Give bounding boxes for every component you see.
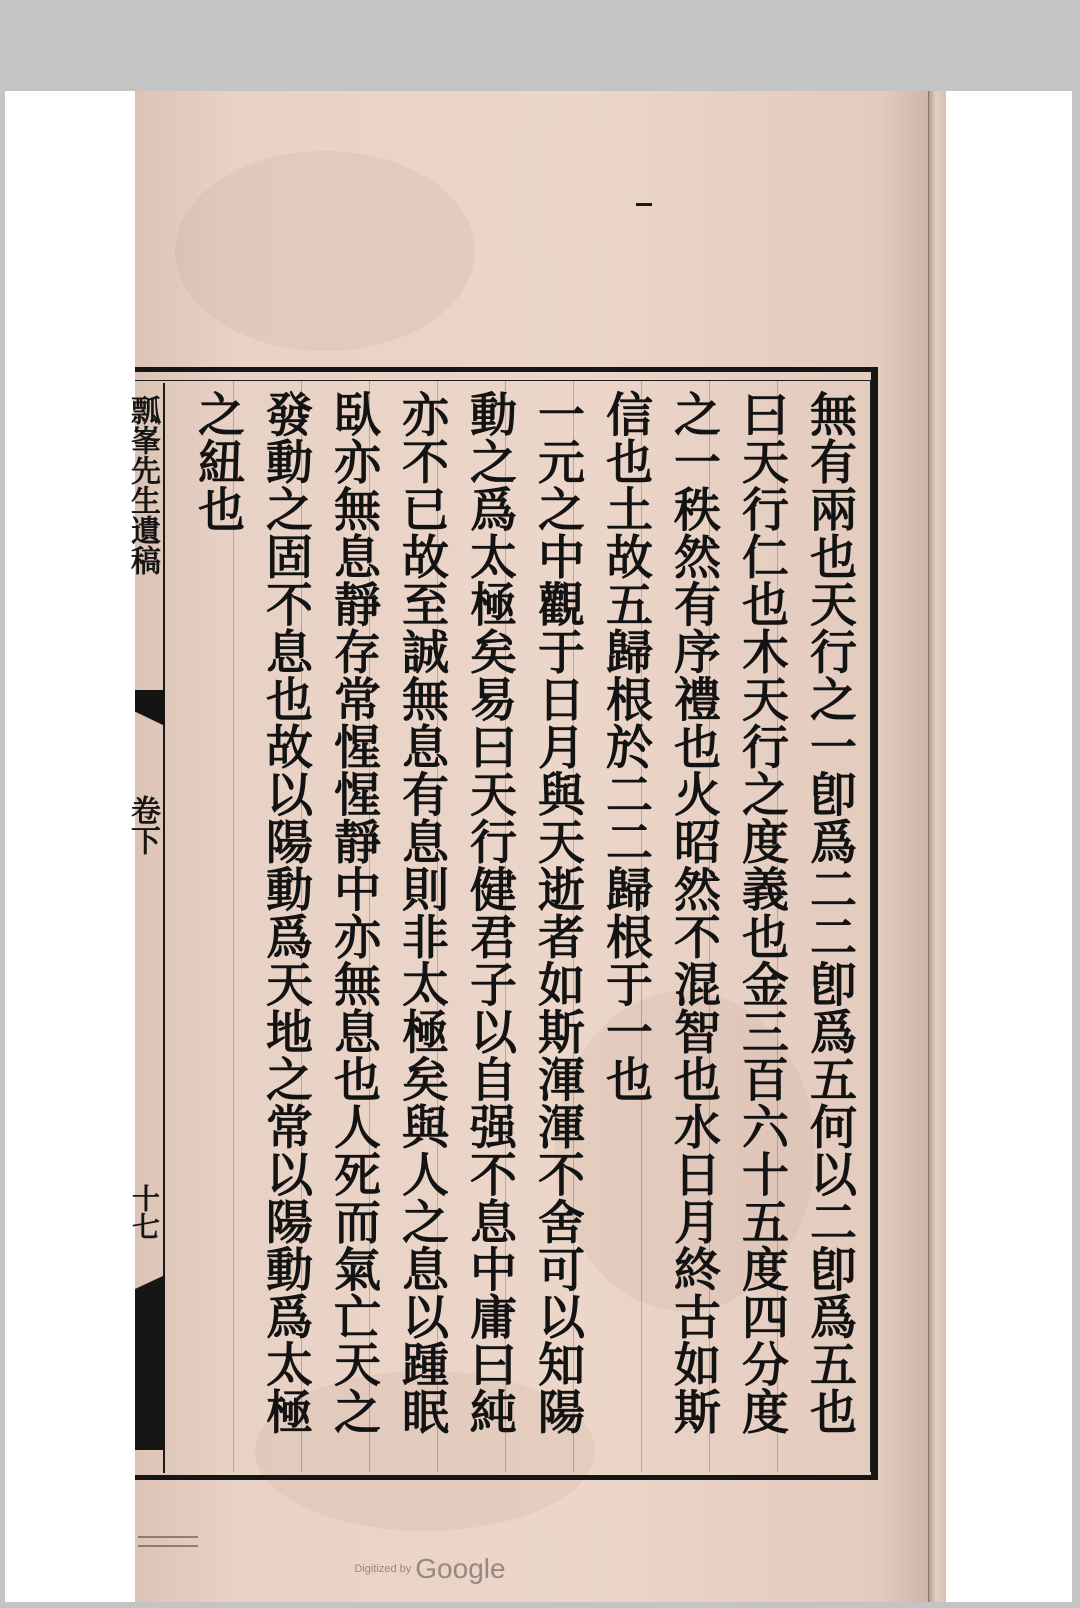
text-column-2: 曰天行仁也木天行之度義也金三百六十五度四分度 <box>734 390 789 1435</box>
page-spine <box>928 91 946 1602</box>
book-title: 瓢峯先生遺稿 <box>125 395 160 575</box>
google-logo: Google <box>415 1553 506 1584</box>
lower-fish-tail-mark <box>135 1275 165 1450</box>
ink-mark <box>636 203 652 206</box>
volume-label: 卷下 <box>125 795 160 855</box>
text-column-5: 一元之中觀于日月與天逝者如斯渾渾不舍可以知陽 <box>530 390 585 1435</box>
watermark-prefix: Digitized by <box>354 1563 412 1575</box>
column-rule <box>233 380 234 1472</box>
text-column-10: 之紐也 <box>190 390 245 533</box>
text-column-1: 無有兩也天行之一卽爲二二卽爲五何以二卽爲五也 <box>802 390 857 1435</box>
text-column-4: 信也土故五歸根於二二歸根于一也 <box>598 390 653 1103</box>
text-column-9: 發動之固不息也故以陽動爲天地之常以陽動爲太極 <box>258 390 313 1435</box>
text-column-8: 臥亦無息靜存常惺惺靜中亦無息也人死而氣亡天之 <box>326 390 381 1435</box>
digitization-watermark <box>300 1553 560 1585</box>
text-column-6: 動之爲太極矣易曰天行健君子以自强不息中庸曰純 <box>462 390 517 1435</box>
text-column-7: 亦不已故至誠無息有息則非太極矣與人之息以踵眠 <box>394 390 449 1435</box>
page-edge-line <box>138 1545 198 1547</box>
page-edge-line <box>138 1536 198 1538</box>
page-number: 十七 <box>128 1184 161 1240</box>
paper-stain <box>175 151 475 351</box>
text-column-3: 之一秩然有序禮也火昭然不混智也水日月終古如斯 <box>666 390 721 1435</box>
